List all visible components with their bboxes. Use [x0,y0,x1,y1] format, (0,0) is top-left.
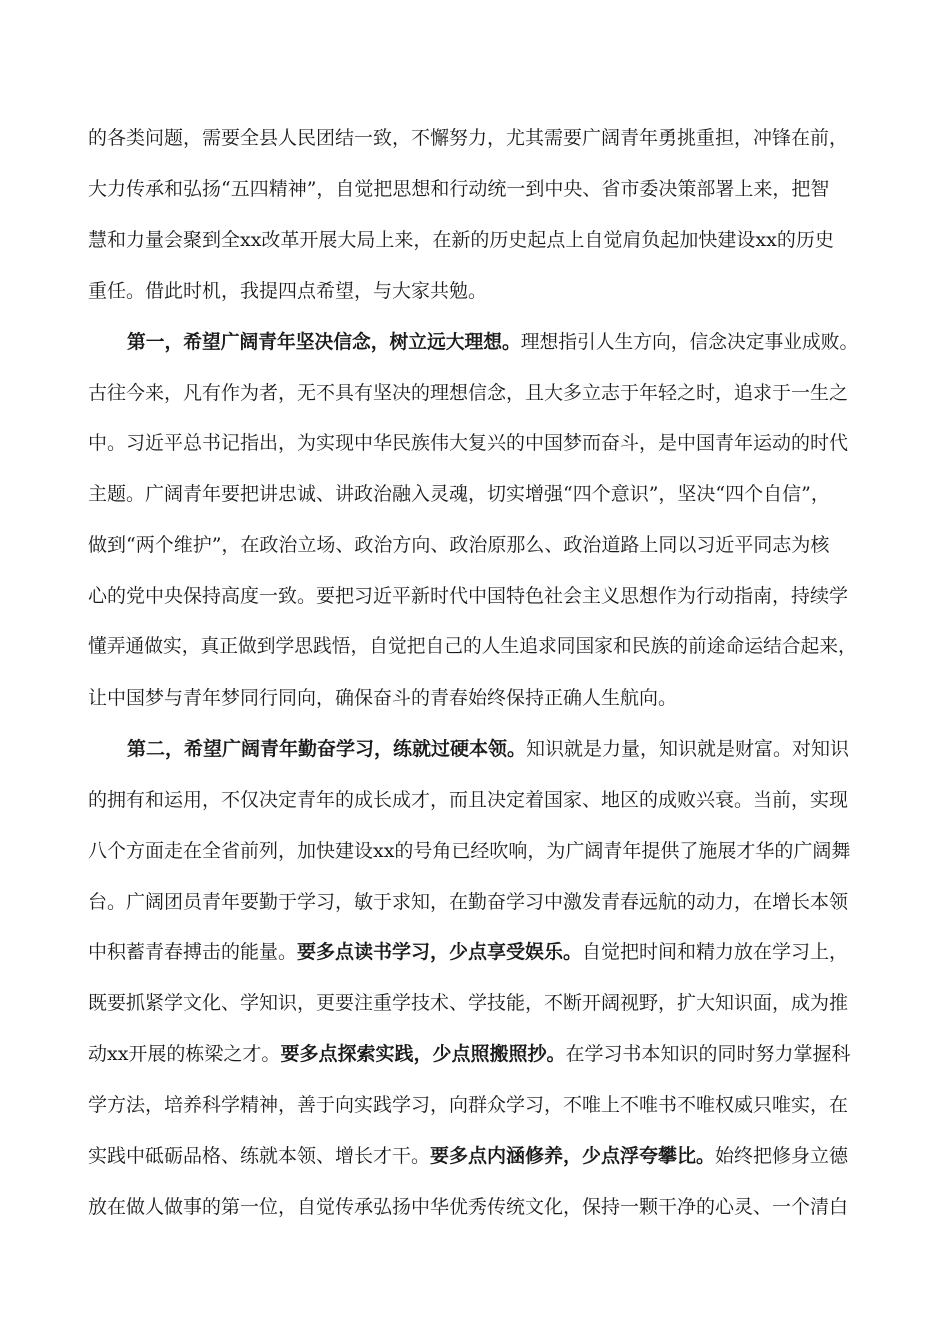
paragraph-line [88,940,848,964]
paragraph-line [88,533,829,557]
body-text: 既要抓紧学文化、学知识，更要注重学技术、学技能，不断开阔视野，扩大知识面，成为推 [88,992,849,1015]
paragraph-line [127,330,858,355]
body-text: 做到“两个维护”，在政治立场、政治方向、政治原那么、政治道路上同以习近平同志为核 [88,534,830,557]
paragraph-line [88,635,857,659]
paragraph-line [88,991,848,1015]
paragraph-line [88,1093,848,1117]
body-text: 实践中砥砺品格、练就本领、增长才干。 [88,1145,431,1167]
paragraph-line [88,279,487,303]
paragraph-line [88,431,848,455]
body-text: 知识就是力量，知识就是财富。对知识 [526,737,850,760]
body-text: 理想指引人生方向，信念决定事业成败。 [520,331,859,353]
bold-text: 要多点内涵修养，少点浮夸攀比。 [430,1145,716,1167]
paragraph-line [88,1144,848,1168]
body-text: 学方法，培养科学精神，善于向实践学习，向群众学习，不唯上不唯书不唯权威只唯实，在 [88,1094,849,1117]
paragraph-line [127,737,849,761]
body-text: 放在做人做事的第一位，自觉传承弘扬中华优秀传统文化，保持一颗干净的心灵、一个清白 [88,1195,849,1218]
paragraph-line [88,228,834,252]
body-text: 懂弄通做实，真正做到学思践悟，自觉把自己的人生追求同国家和民族的前途命运结合起来， [88,636,857,657]
body-text: 动xx开展的栋梁之才。 [88,1043,281,1066]
body-text: 古往今来，凡有作为者，无不具有坚决的理想信念，且大多立志于年轻之时，追求于一生之 [88,381,849,404]
body-text: 自觉把时间和精力放在学习上， [582,941,849,964]
paragraph-line [88,482,830,506]
bold-text: 第一，希望广阔青年坚决信念，树立远大理想。 [127,330,521,353]
bold-text: 要多点读书学习，少点享受娱乐。 [297,941,583,964]
body-text: 八个方面走在全省前列，加快建设xx的号角已经吹响，为广阔青年提供了施展才华的广阔舞 [88,839,851,862]
body-text: 的拥有和运用，不仅决定青年的成长成才，而且决定着国家、地区的成败兴衰。当前，实现 [88,788,849,811]
paragraph-line [88,126,848,150]
body-text: 主题。广阔青年要把讲忠诚、讲政治融入灵魂，切实增强“四个意识”，坚决“四个自信”， [88,483,830,506]
body-text: 台。广阔团员青年要勤于学习，敏于求知，在勤奋学习中激发青春远航的动力，在增长本领 [88,890,849,913]
body-text: 的各类问题，需要全县人民团结一致，不懈努力，尤其需要广阔青年勇挑重担，冲锋在前， [88,127,849,149]
body-text: 始终把修身立德 [715,1145,849,1167]
paragraph-line [88,177,829,201]
body-text: 大力传承和弘扬“五四精神”，自觉把思想和行动统一到中央、省市委决策部署上来，把智 [88,177,830,200]
paragraph-line [88,1042,850,1066]
paragraph-line [88,584,848,608]
body-text: 中积蓄青春搏击的能量。 [88,941,298,964]
paragraph-line [88,686,677,710]
paragraph-line [88,381,848,405]
paragraph-line [88,1195,848,1219]
body-text: 重任。借此时机，我提四点希望，与大家共勉。 [88,279,488,302]
bold-text: 要多点探索实践，少点照搬照抄。 [280,1043,566,1066]
body-text: 慧和力量会聚到全xx改革开展大局上来，在新的历史起点上自觉肩负起加快建设xx的历史 [88,228,834,251]
paragraph-line [88,890,848,914]
paragraph-line [88,839,850,863]
body-text: 心的党中央保持高度一致。要把习近平新时代中国特色社会主义思想作为行动指南，持续学 [88,585,849,608]
bold-text: 第二，希望广阔青年勤奋学习，练就过硬本领。 [127,737,527,760]
body-text: 在学习书本知识的同时努力掌握科 [565,1043,851,1066]
body-text: 让中国梦与青年梦同行同向，确保奋斗的青春始终保持正确人生航向。 [88,686,678,709]
paragraph-line [88,788,848,812]
body-text: 中。习近平总书记指出，为实现中华民族伟大复兴的中国梦而奋斗，是中国青年运动的时代 [88,432,849,455]
